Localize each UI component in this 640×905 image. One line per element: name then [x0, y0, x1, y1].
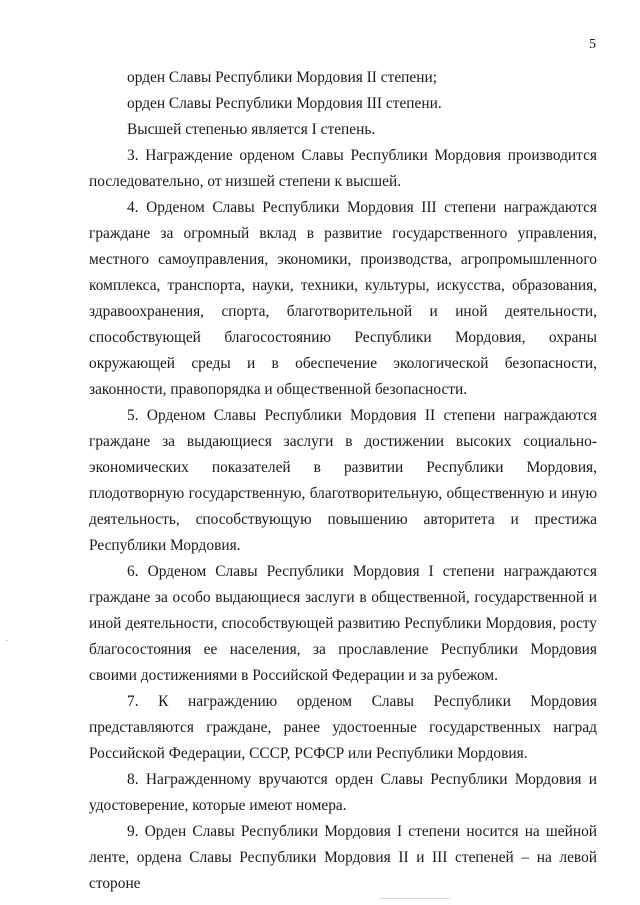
- paragraph-8: 8. Награжденному вручаются орден Славы Республики Мордовия и удостоверение, которые имеют номера.: [89, 771, 597, 814]
- list-line-order-3rd-degree: орден Славы Республики Мордовия III степени.: [127, 95, 442, 112]
- paragraph-6: 6. Орденом Славы Республики Мордовия I степени награждаются граждане за особо выдающиеся заслуги в общественной, государственной и иной деятельности, способствующей развитию Республики Мордовия, росту благосостояния ее населения, за прославление Республики Мордовия своими достижениями в Российской Федерации и за рубежом.: [89, 563, 597, 684]
- paragraph-5: 5. Орденом Славы Республики Мордовия II степени награждаются граждане за выдающиеся заслуги в достижении высоких социально-экономических показателей в развитии Республики Мордовия, плодотворную государственную, благотворительную, общественную и иную деятельность, способствующую повышению авторитета и престижа Республики Мордовия.: [89, 407, 597, 554]
- list-line-order-2nd-degree: орден Славы Республики Мордовия II степени;: [127, 69, 437, 86]
- paragraph-3: 3. Награждение орденом Славы Республики Мордовия производится последовательно, от низшей степени к высшей.: [89, 147, 597, 190]
- scan-artifact: [6, 640, 8, 641]
- paragraph-7: 7. К награждению орденом Славы Республики Мордовия представляются граждане, ранее удостоенные государственных наград Российской Федерации, СССР, РСФСР или Республики Мордовия.: [89, 693, 597, 762]
- paragraph-9: 9. Орден Славы Республики Мордовия I степени носится на шейной ленте, ордена Славы Республики Мордовия II и III степеней – на левой стороне: [89, 823, 597, 892]
- document-body: [89, 65, 597, 897]
- page-number: 5: [589, 37, 596, 52]
- scan-artifact-bottom: [380, 898, 450, 899]
- highest-degree-line: Высшей степенью является I степень.: [127, 121, 376, 138]
- paragraph-4: 4. Орденом Славы Республики Мордовия III степени награждаются граждане за огромный вклад в развитие государственного управления, местного самоуправления, экономики, производства, агропромышленного комплекса, транспорта, науки, техники, культуры, искусства, образования, здравоохранения, спорта, благотворительной и иной деятельности, способствующей благосостоянию Республики Мордовия, охраны окружающей среды и в обеспечение экологической безопасности, законности, правопорядка и общественной безопасности.: [89, 199, 597, 398]
